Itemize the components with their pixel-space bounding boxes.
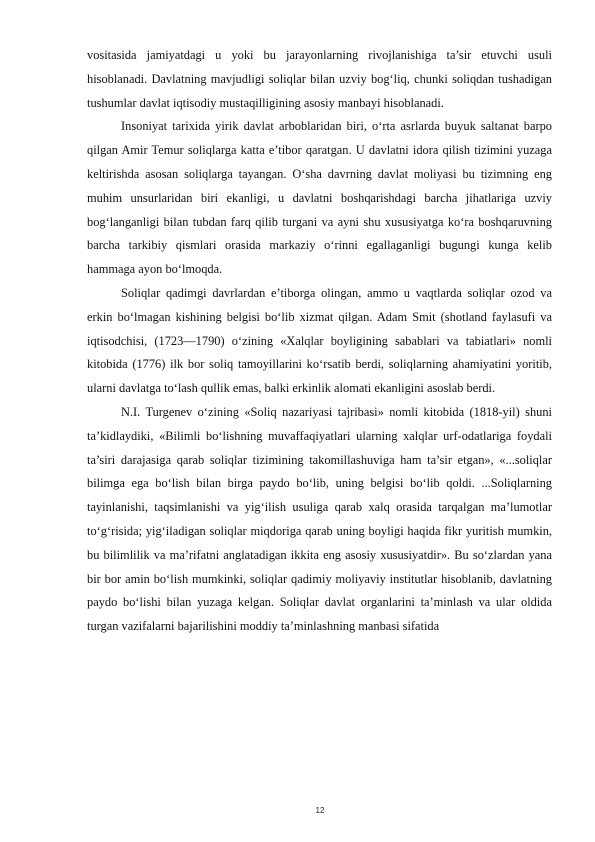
paragraph-3: Soliqlar qadimgi davrlardan e’tiborga olingan, ammo u vaqtlarda soliqlar ozod va erkin bo‘lmagan kishining belgisi bo‘lib xizmat qilgan. Adam Smit (shotland faylasufi va iqtisodchisi, (1723—1790) o‘zining «Xalqlar boyligining sabablari va tabiatlari» nomli kitobida (1776) ilk bor soliq tamoyillarini ko‘rsatib berdi, soliqlarning ahamiyatini yoritib, ularni davlatga to‘lash qullik emas, balki erkinlik alomati ekanligini asoslab berdi. (87, 285, 552, 396)
page-number: 12 (315, 806, 325, 815)
document-body (87, 44, 552, 639)
paragraph-2: Insoniyat tarixida yirik davlat arboblaridan biri, o‘rta asrlarda buyuk saltanat barpo qilgan Amir Temur soliqlarga katta e’tibor qaratgan. U davlatni idora qilish tizimini yuzaga keltirishda asosan soliqlarga tayangan. O‘sha davrning davlat moliyasi bu tizimning eng muhim unsurlaridan biri ekanligi, u davlatni boshqarishdagi barcha jihatlariga uzviy bog‘langanligi bilan tubdan farq qilib turgani va ayni shu xususiyatga ko‘ra boshqaruvning barcha tarkibiy qismlari orasida markaziy o‘rinni egallaganligi bugungi kunga kelib hammaga ayon bo‘lmoqda. (87, 119, 552, 277)
paragraph-1: vositasida jamiyatdagi u yoki bu jarayonlarning rivojlanishiga ta’sir etuvchi usuli hisoblanadi. Davlatning mavjudligi soliqlar bilan uzviy bog‘liq, chunki soliqdan tushadigan tushumlar davlat iqtisodiy mustaqilligining asosiy manbayi hisoblanadi. (87, 48, 552, 110)
paragraph-4: N.I. Turgenev o‘zining «Soliq nazariyasi tajribasi» nomli kitobida (1818-yil) shuni ta’kidlaydiki, «Bilimli bo‘lishning muvaffaqiyatlari ularning xalqlar urf-odatlariga foydali ta’siri darajasiga qarab soliqlar tizimining takomillashuviga ham ta’sir etgan», «...soliqlar bilimga ega bo‘lish bilan birga paydo bo‘lib, uning belgisi bo‘lib qoldi. ...Soliqlarning tayinlanishi, taqsimlanishi va yig‘ilish usuliga qarab xalq orasida tarqalgan ma’lumotlar to‘g‘risida; yig‘iladigan soliqlar miqdoriga qarab uning boyligi haqida fikr yuritish mumkin, bu bilimlilik va ma’rifatni anglatadigan ikkita eng asosiy xususiyatdir». Bu so‘zlardan yana bir bor amin bo‘lish mumkinki, soliqlar qadimiy moliyaviy institutlar hisoblanib, davlatning paydo bo‘lishi bilan yuzaga kelgan. Soliqlar davlat organlarini ta’minlash va ular oldida turgan vazifalarni bajarilishini moddiy ta’minlashning manbasi sifatida (87, 404, 552, 634)
